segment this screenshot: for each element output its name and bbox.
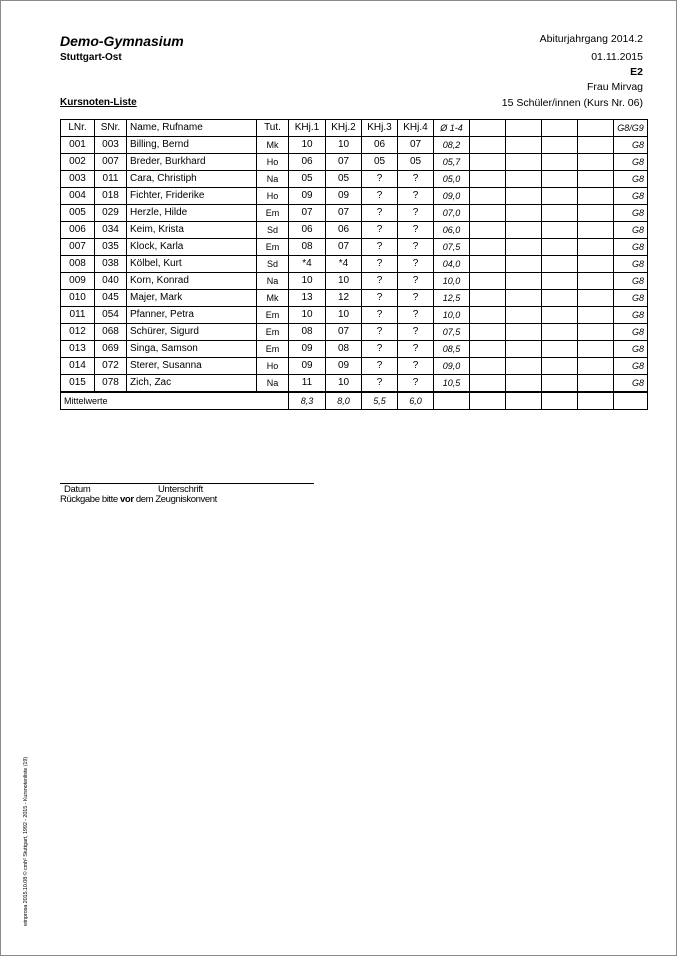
cell-empty — [578, 205, 614, 222]
return-note-bold: vor — [120, 494, 134, 505]
cell-empty — [542, 324, 578, 341]
cell-khj2: 09 — [326, 358, 362, 375]
cell-tutor: Sd — [257, 256, 289, 273]
cell-khj1: 09 — [289, 341, 326, 358]
cell-snr: 029 — [95, 205, 127, 222]
cell-khj3: ? — [362, 273, 398, 290]
cell-khj2: 10 — [326, 375, 362, 393]
cell-khj2: 10 — [326, 137, 362, 154]
cell-tutor: Em — [257, 341, 289, 358]
mean-empty-cell — [470, 392, 506, 410]
teacher-name: Frau Mirvag — [586, 81, 643, 93]
table-row — [61, 171, 648, 188]
cell-empty — [470, 256, 506, 273]
cell-empty — [542, 307, 578, 324]
cell-average: 04,0 — [434, 256, 470, 273]
cell-khj1: 06 — [289, 154, 326, 171]
table-row — [61, 290, 648, 307]
cell-tutor: Na — [257, 273, 289, 290]
mean-label: Mittelwerte — [61, 392, 289, 410]
cell-lnr: 007 — [61, 239, 95, 256]
cell-khj3: ? — [362, 239, 398, 256]
cell-average: 07,5 — [434, 324, 470, 341]
cell-snr: 034 — [95, 222, 127, 239]
cell-khj1: 10 — [289, 307, 326, 324]
cell-g8g9: G8 — [614, 273, 648, 290]
cell-name: Sterer, Susanna — [127, 358, 257, 375]
cell-tutor: Em — [257, 239, 289, 256]
cell-khj4: ? — [398, 307, 434, 324]
cell-khj2: *4 — [326, 256, 362, 273]
table-row — [61, 358, 648, 375]
mean-khj3: 5,5 — [362, 392, 398, 410]
cell-average: 12,5 — [434, 290, 470, 307]
date-label: Datum — [64, 484, 91, 495]
cell-empty — [542, 290, 578, 307]
cell-lnr: 014 — [61, 358, 95, 375]
signature-label: Unterschrift — [158, 484, 203, 495]
cell-average: 10,5 — [434, 375, 470, 393]
cell-empty — [506, 324, 542, 341]
cell-empty — [470, 239, 506, 256]
cell-empty — [578, 324, 614, 341]
cell-khj4: ? — [398, 341, 434, 358]
cell-tutor: Na — [257, 375, 289, 393]
cell-empty — [470, 137, 506, 154]
cell-khj2: 06 — [326, 222, 362, 239]
cell-empty — [470, 290, 506, 307]
cell-khj1: 07 — [289, 205, 326, 222]
col-header-khj2: KHj.2 — [326, 120, 362, 137]
table-row — [61, 188, 648, 205]
cell-empty — [542, 137, 578, 154]
cell-average: 07,0 — [434, 205, 470, 222]
cell-empty — [506, 205, 542, 222]
cell-khj2: 10 — [326, 273, 362, 290]
table-row — [61, 256, 648, 273]
table-row — [61, 154, 648, 171]
cell-tutor: Ho — [257, 154, 289, 171]
cell-g8g9: G8 — [614, 341, 648, 358]
cell-lnr: 002 — [61, 154, 95, 171]
cell-empty — [542, 154, 578, 171]
cell-khj4: ? — [398, 273, 434, 290]
cell-name: Pfanner, Petra — [127, 307, 257, 324]
cell-khj1: 08 — [289, 239, 326, 256]
cell-khj4: ? — [398, 290, 434, 307]
cell-khj1: 10 — [289, 273, 326, 290]
mean-khj2: 8,0 — [326, 392, 362, 410]
cell-empty — [470, 154, 506, 171]
cell-khj1: 09 — [289, 188, 326, 205]
col-header-lnr: LNr. — [61, 120, 95, 137]
cell-g8g9: G8 — [614, 239, 648, 256]
cell-empty — [542, 188, 578, 205]
side-imprint: winprosa 2015.10.08 © cmh² Stuttgart, 1992 - 2015 - Kursnotenliste (19) — [23, 756, 29, 926]
cell-tutor: Mk — [257, 137, 289, 154]
cell-khj4: ? — [398, 171, 434, 188]
cell-empty — [506, 171, 542, 188]
table-row — [61, 341, 648, 358]
cell-name: Cara, Christiph — [127, 171, 257, 188]
cell-empty — [506, 358, 542, 375]
cell-khj3: ? — [362, 324, 398, 341]
school-name: Demo-Gymnasium — [60, 33, 184, 49]
cell-khj3: ? — [362, 341, 398, 358]
cell-lnr: 015 — [61, 375, 95, 393]
cell-lnr: 011 — [61, 307, 95, 324]
cell-khj4: ? — [398, 188, 434, 205]
cell-khj1: 09 — [289, 358, 326, 375]
cell-name: Schürer, Sigurd — [127, 324, 257, 341]
cell-tutor: Em — [257, 324, 289, 341]
cell-empty — [506, 188, 542, 205]
cell-g8g9: G8 — [614, 256, 648, 273]
cell-empty — [578, 137, 614, 154]
cell-name: Fichter, Friderike — [127, 188, 257, 205]
cell-khj2: 07 — [326, 324, 362, 341]
cell-empty — [542, 341, 578, 358]
cell-snr: 068 — [95, 324, 127, 341]
cell-khj3: ? — [362, 171, 398, 188]
cell-tutor: Em — [257, 205, 289, 222]
col-header-snr: SNr. — [95, 120, 127, 137]
cell-khj1: 06 — [289, 222, 326, 239]
cell-average: 07,5 — [434, 239, 470, 256]
cell-snr: 038 — [95, 256, 127, 273]
table-row — [61, 239, 648, 256]
cell-g8g9: G8 — [614, 307, 648, 324]
cell-snr: 040 — [95, 273, 127, 290]
cell-khj1: 08 — [289, 324, 326, 341]
cell-khj1: *4 — [289, 256, 326, 273]
cell-khj1: 10 — [289, 137, 326, 154]
cell-tutor: Ho — [257, 188, 289, 205]
cell-name: Zich, Zac — [127, 375, 257, 393]
cell-khj3: ? — [362, 256, 398, 273]
col-header-empty-1 — [470, 120, 506, 137]
cell-khj1: 05 — [289, 171, 326, 188]
mean-empty-cell — [434, 392, 470, 410]
cell-name: Kölbel, Kurt — [127, 256, 257, 273]
table-row — [61, 273, 648, 290]
cell-empty — [506, 341, 542, 358]
cell-khj4: ? — [398, 205, 434, 222]
cell-khj4: ? — [398, 324, 434, 341]
cell-snr: 045 — [95, 290, 127, 307]
table-row — [61, 137, 648, 154]
cell-name: Klock, Karla — [127, 239, 257, 256]
cell-g8g9: G8 — [614, 188, 648, 205]
cell-name: Keim, Krista — [127, 222, 257, 239]
cell-empty — [542, 222, 578, 239]
student-count: 15 Schüler/innen (Kurs Nr. 06) — [501, 97, 643, 109]
col-header-name: Name, Rufname — [127, 120, 257, 137]
cell-khj3: ? — [362, 358, 398, 375]
class-level: E2 — [630, 66, 643, 78]
cell-g8g9: G8 — [614, 205, 648, 222]
cell-empty — [506, 222, 542, 239]
cell-khj3: ? — [362, 375, 398, 393]
school-city: Stuttgart-Ost — [60, 52, 122, 63]
cell-empty — [470, 222, 506, 239]
cell-empty — [506, 154, 542, 171]
cell-empty — [470, 188, 506, 205]
cell-khj2: 05 — [326, 171, 362, 188]
cell-khj4: 07 — [398, 137, 434, 154]
col-header-empty-3 — [542, 120, 578, 137]
table-row — [61, 222, 648, 239]
cell-lnr: 001 — [61, 137, 95, 154]
mean-khj1: 8,3 — [289, 392, 326, 410]
table-header-row — [61, 120, 648, 137]
cell-khj3: 05 — [362, 154, 398, 171]
col-header-khj4: KHj.4 — [398, 120, 434, 137]
cell-lnr: 003 — [61, 171, 95, 188]
cell-empty — [578, 154, 614, 171]
col-header-khj3: KHj.3 — [362, 120, 398, 137]
cell-average: 10,0 — [434, 273, 470, 290]
cell-average: 09,0 — [434, 358, 470, 375]
cell-snr: 054 — [95, 307, 127, 324]
cell-name: Billing, Bernd — [127, 137, 257, 154]
cell-empty — [542, 375, 578, 393]
col-header-tutor: Tut. — [257, 120, 289, 137]
cell-g8g9: G8 — [614, 154, 648, 171]
col-header-khj1: KHj.1 — [289, 120, 326, 137]
cell-empty — [506, 239, 542, 256]
cell-empty — [578, 256, 614, 273]
col-header-empty-4 — [578, 120, 614, 137]
document-date: 01.11.2015 — [591, 51, 643, 63]
cell-empty — [578, 375, 614, 393]
list-title: Kursnoten-Liste — [60, 97, 137, 108]
cell-g8g9: G8 — [614, 324, 648, 341]
cell-empty — [578, 307, 614, 324]
cell-snr: 035 — [95, 239, 127, 256]
mean-khj4: 6,0 — [398, 392, 434, 410]
cell-khj4: ? — [398, 375, 434, 393]
cell-empty — [506, 307, 542, 324]
cell-empty — [542, 205, 578, 222]
cell-empty — [578, 188, 614, 205]
cell-khj4: 05 — [398, 154, 434, 171]
cell-empty — [542, 256, 578, 273]
cell-khj3: 06 — [362, 137, 398, 154]
cell-empty — [470, 341, 506, 358]
graduation-year: Abiturjahrgang 2014.2 — [539, 33, 643, 45]
cell-lnr: 013 — [61, 341, 95, 358]
cell-khj4: ? — [398, 256, 434, 273]
cell-snr: 011 — [95, 171, 127, 188]
cell-lnr: 012 — [61, 324, 95, 341]
cell-average: 09,0 — [434, 188, 470, 205]
mean-empty-cell — [542, 392, 578, 410]
cell-khj3: ? — [362, 205, 398, 222]
cell-empty — [470, 307, 506, 324]
cell-tutor: Em — [257, 307, 289, 324]
cell-empty — [506, 290, 542, 307]
cell-tutor: Sd — [257, 222, 289, 239]
cell-lnr: 008 — [61, 256, 95, 273]
cell-g8g9: G8 — [614, 358, 648, 375]
cell-lnr: 004 — [61, 188, 95, 205]
cell-empty — [542, 239, 578, 256]
cell-khj4: ? — [398, 222, 434, 239]
cell-empty — [470, 273, 506, 290]
cell-name: Majer, Mark — [127, 290, 257, 307]
mean-empty-cell — [614, 392, 648, 410]
cell-empty — [470, 171, 506, 188]
cell-empty — [506, 137, 542, 154]
cell-tutor: Mk — [257, 290, 289, 307]
cell-snr: 069 — [95, 341, 127, 358]
cell-khj2: 10 — [326, 307, 362, 324]
cell-empty — [578, 171, 614, 188]
cell-empty — [470, 205, 506, 222]
cell-empty — [578, 358, 614, 375]
cell-empty — [578, 239, 614, 256]
cell-g8g9: G8 — [614, 290, 648, 307]
cell-khj3: ? — [362, 188, 398, 205]
return-note-post: dem Zeugniskonvent — [135, 494, 217, 505]
cell-empty — [506, 256, 542, 273]
col-header-empty-2 — [506, 120, 542, 137]
mean-row — [61, 392, 648, 410]
mean-empty-cell — [506, 392, 542, 410]
grades-table — [60, 119, 648, 410]
cell-empty — [578, 290, 614, 307]
cell-empty — [578, 273, 614, 290]
table-row — [61, 324, 648, 341]
cell-g8g9: G8 — [614, 222, 648, 239]
cell-khj2: 07 — [326, 239, 362, 256]
cell-snr: 007 — [95, 154, 127, 171]
cell-khj3: ? — [362, 290, 398, 307]
cell-empty — [542, 273, 578, 290]
cell-lnr: 006 — [61, 222, 95, 239]
cell-khj2: 07 — [326, 205, 362, 222]
cell-empty — [506, 375, 542, 393]
cell-empty — [542, 171, 578, 188]
mean-empty-cell — [578, 392, 614, 410]
cell-khj3: ? — [362, 222, 398, 239]
cell-name: Herzle, Hilde — [127, 205, 257, 222]
cell-tutor: Ho — [257, 358, 289, 375]
cell-khj2: 09 — [326, 188, 362, 205]
cell-average: 06,0 — [434, 222, 470, 239]
cell-empty — [542, 358, 578, 375]
col-header-average: Ø 1-4 — [434, 120, 470, 137]
cell-empty — [578, 341, 614, 358]
cell-khj4: ? — [398, 239, 434, 256]
cell-snr: 003 — [95, 137, 127, 154]
cell-average: 10,0 — [434, 307, 470, 324]
cell-empty — [506, 273, 542, 290]
cell-empty — [470, 375, 506, 393]
return-note — [60, 494, 217, 505]
cell-tutor: Na — [257, 171, 289, 188]
cell-average: 05,7 — [434, 154, 470, 171]
table-row — [61, 307, 648, 324]
return-note-pre: Rückgabe bitte — [60, 494, 118, 505]
cell-empty — [470, 324, 506, 341]
cell-g8g9: G8 — [614, 171, 648, 188]
cell-khj4: ? — [398, 358, 434, 375]
cell-snr: 078 — [95, 375, 127, 393]
cell-snr: 072 — [95, 358, 127, 375]
cell-khj2: 12 — [326, 290, 362, 307]
cell-empty — [470, 358, 506, 375]
cell-lnr: 010 — [61, 290, 95, 307]
cell-khj1: 13 — [289, 290, 326, 307]
cell-lnr: 009 — [61, 273, 95, 290]
cell-name: Singa, Samson — [127, 341, 257, 358]
cell-empty — [578, 222, 614, 239]
cell-average: 08,5 — [434, 341, 470, 358]
cell-khj2: 08 — [326, 341, 362, 358]
table-row — [61, 205, 648, 222]
cell-lnr: 005 — [61, 205, 95, 222]
table-row — [61, 375, 648, 393]
col-header-g8g9: G8/G9 — [614, 120, 648, 137]
cell-snr: 018 — [95, 188, 127, 205]
cell-average: 05,0 — [434, 171, 470, 188]
cell-g8g9: G8 — [614, 137, 648, 154]
cell-g8g9: G8 — [614, 375, 648, 393]
cell-khj2: 07 — [326, 154, 362, 171]
cell-name: Korn, Konrad — [127, 273, 257, 290]
cell-average: 08,2 — [434, 137, 470, 154]
cell-name: Breder, Burkhard — [127, 154, 257, 171]
cell-khj3: ? — [362, 307, 398, 324]
cell-khj1: 11 — [289, 375, 326, 393]
